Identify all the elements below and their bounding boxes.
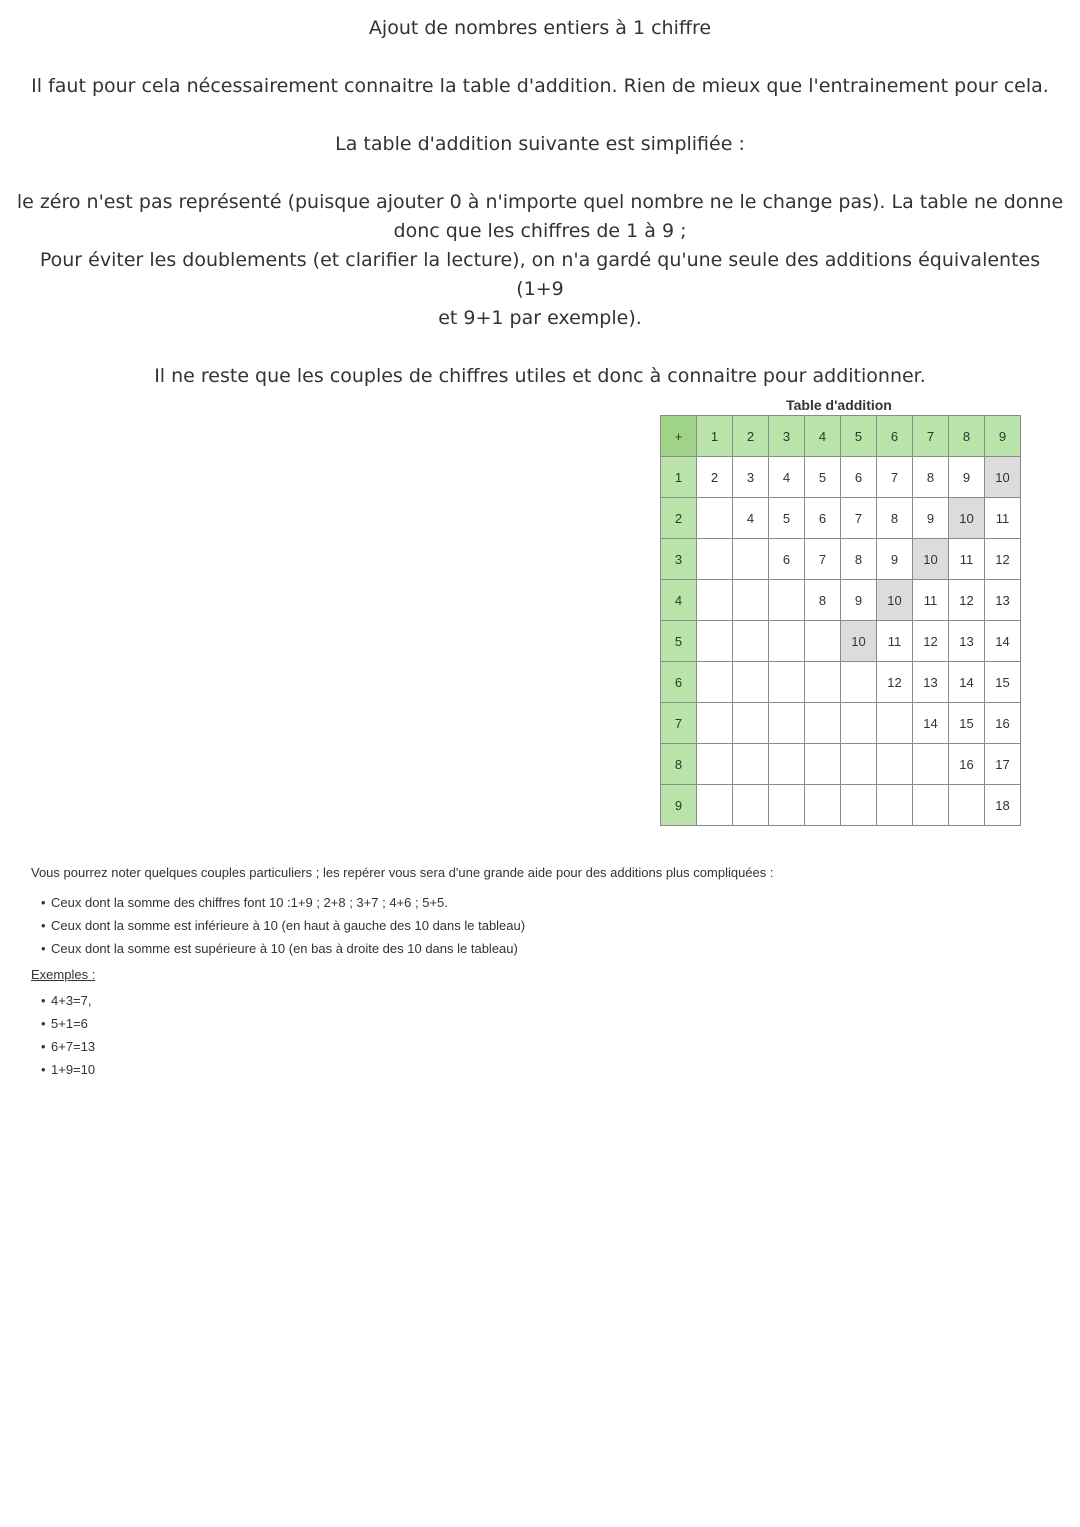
- table-cell: 6: [769, 539, 805, 580]
- notes-section: [31, 864, 1031, 1081]
- table-cell: [697, 498, 733, 539]
- table-cell: [733, 662, 769, 703]
- table-cell: [877, 744, 913, 785]
- table-cell: [733, 621, 769, 662]
- table-cell: [733, 744, 769, 785]
- list-item: • 1+9=10: [31, 1058, 1031, 1081]
- table-cell: 8: [913, 457, 949, 498]
- table-row-header: 9: [661, 785, 697, 826]
- bullet-icon: •: [41, 895, 46, 910]
- table-cell: 3: [733, 457, 769, 498]
- table-row: [661, 744, 1021, 785]
- table-cell: 10: [877, 580, 913, 621]
- list-item: • Ceux dont la somme des chiffres font 10 :1+9 ; 2+8 ; 3+7 ; 4+6 ; 5+5.: [31, 891, 1031, 914]
- intro-paragraph-4a: Pour éviter les doublements (et clarifier la lecture), on n'a gardé qu'une seule des additions équivalentes (1+9: [39, 249, 1041, 300]
- examples-title: Exemples :: [31, 967, 96, 982]
- table-cell: [841, 703, 877, 744]
- table-cell: 12: [985, 539, 1021, 580]
- table-cell: 8: [841, 539, 877, 580]
- table-cell: 10: [841, 621, 877, 662]
- table-cell: 13: [949, 621, 985, 662]
- table-column-header: 4: [805, 416, 841, 457]
- table-cell: [769, 621, 805, 662]
- page-title: Ajout de nombres entiers à 1 chiffre: [368, 17, 712, 39]
- table-cell: [841, 744, 877, 785]
- table-cell: [697, 785, 733, 826]
- addition-table-block: [660, 395, 1018, 826]
- table-cell: [697, 621, 733, 662]
- table-row: [661, 539, 1021, 580]
- table-column-header: 7: [913, 416, 949, 457]
- table-column-header: 6: [877, 416, 913, 457]
- table-cell: [841, 662, 877, 703]
- table-cell: 4: [769, 457, 805, 498]
- table-cell: 18: [985, 785, 1021, 826]
- table-cell: 12: [949, 580, 985, 621]
- bullet-icon: •: [41, 1039, 46, 1054]
- table-cell: 6: [841, 457, 877, 498]
- table-row: [661, 785, 1021, 826]
- table-cell: 12: [913, 621, 949, 662]
- table-cell: 10: [913, 539, 949, 580]
- table-cell: [733, 785, 769, 826]
- table-row: [661, 457, 1021, 498]
- table-cell: [805, 621, 841, 662]
- table-cell: 16: [985, 703, 1021, 744]
- bullet-icon: •: [41, 918, 46, 933]
- table-cell: [697, 662, 733, 703]
- table-cell: [733, 580, 769, 621]
- table-title: Table d'addition: [786, 397, 892, 413]
- table-cell: 15: [949, 703, 985, 744]
- table-cell: 11: [949, 539, 985, 580]
- list-item: • 6+7=13: [31, 1035, 1031, 1058]
- notes-intro: Vous pourrez noter quelques couples particuliers ; les repérer vous sera d'une grande aide pour des additions plus compliquées :: [31, 865, 774, 880]
- table-cell: [805, 744, 841, 785]
- table-header-row: [661, 416, 1021, 457]
- table-cell: 16: [949, 744, 985, 785]
- table-cell: [697, 703, 733, 744]
- table-row-header: 2: [661, 498, 697, 539]
- table-cell: 13: [985, 580, 1021, 621]
- table-cell: 13: [913, 662, 949, 703]
- table-column-header: 8: [949, 416, 985, 457]
- examples-list: [31, 989, 1031, 1081]
- table-cell: 7: [877, 457, 913, 498]
- table-cell: 9: [949, 457, 985, 498]
- table-cell: [805, 703, 841, 744]
- table-row: [661, 580, 1021, 621]
- table-cell: [805, 785, 841, 826]
- table-row: [661, 662, 1021, 703]
- table-cell: 6: [805, 498, 841, 539]
- table-cell: [769, 703, 805, 744]
- table-row-header: 3: [661, 539, 697, 580]
- table-corner-cell: +: [661, 416, 697, 457]
- table-cell: [949, 785, 985, 826]
- table-cell: 14: [949, 662, 985, 703]
- table-cell: [769, 785, 805, 826]
- table-row-header: 8: [661, 744, 697, 785]
- notes-bullet-list: [31, 891, 1031, 960]
- list-item: • 5+1=6: [31, 1012, 1031, 1035]
- table-column-header: 1: [697, 416, 733, 457]
- table-cell: 11: [913, 580, 949, 621]
- bullet-icon: •: [41, 1062, 46, 1077]
- table-row: [661, 621, 1021, 662]
- table-cell: 8: [805, 580, 841, 621]
- bullet-icon: •: [41, 1016, 46, 1031]
- table-cell: 10: [949, 498, 985, 539]
- table-cell: 5: [805, 457, 841, 498]
- table-row-header: 1: [661, 457, 697, 498]
- table-cell: 2: [697, 457, 733, 498]
- table-cell: 10: [985, 457, 1021, 498]
- table-cell: [697, 744, 733, 785]
- table-cell: 9: [913, 498, 949, 539]
- table-column-header: 3: [769, 416, 805, 457]
- table-cell: [769, 580, 805, 621]
- intro-paragraph-3b: donc que les chiffres de 1 à 9 ;: [393, 220, 687, 242]
- table-cell: [877, 703, 913, 744]
- table-cell: 14: [913, 703, 949, 744]
- table-cell: 8: [877, 498, 913, 539]
- table-row: [661, 498, 1021, 539]
- table-cell: [877, 785, 913, 826]
- table-cell: 12: [877, 662, 913, 703]
- table-cell: 7: [841, 498, 877, 539]
- table-cell: 11: [877, 621, 913, 662]
- table-cell: 17: [985, 744, 1021, 785]
- list-item: • Ceux dont la somme est supérieure à 10 (en bas à droite des 10 dans le tableau): [31, 937, 1031, 960]
- table-cell: [769, 744, 805, 785]
- table-cell: 15: [985, 662, 1021, 703]
- table-cell: [805, 662, 841, 703]
- table-cell: [769, 662, 805, 703]
- table-cell: [697, 580, 733, 621]
- table-cell: 5: [769, 498, 805, 539]
- intro-paragraph-3a: le zéro n'est pas représenté (puisque ajouter 0 à n'importe quel nombre ne le change pas). La table ne donne: [16, 191, 1064, 213]
- table-cell: 9: [877, 539, 913, 580]
- intro-paragraph-1: Il faut pour cela nécessairement connaitre la table d'addition. Rien de mieux que l'entrainement pour cela.: [31, 75, 1049, 97]
- table-cell: 14: [985, 621, 1021, 662]
- table-row-header: 4: [661, 580, 697, 621]
- table-cell: [733, 703, 769, 744]
- table-cell: 4: [733, 498, 769, 539]
- table-column-header: 2: [733, 416, 769, 457]
- table-row-header: 7: [661, 703, 697, 744]
- table-row-header: 5: [661, 621, 697, 662]
- intro-section: [0, 14, 1080, 391]
- bullet-icon: •: [41, 993, 46, 1008]
- table-cell: [913, 785, 949, 826]
- table-cell: 11: [985, 498, 1021, 539]
- table-cell: 7: [805, 539, 841, 580]
- table-cell: [733, 539, 769, 580]
- list-item: • 4+3=7,: [31, 989, 1031, 1012]
- intro-paragraph-5: Il ne reste que les couples de chiffres utiles et donc à connaitre pour additionner.: [154, 365, 926, 387]
- intro-paragraph-2: La table d'addition suivante est simplifiée :: [335, 133, 745, 155]
- addition-table: [660, 415, 1021, 826]
- table-cell: [841, 785, 877, 826]
- table-cell: 9: [841, 580, 877, 621]
- table-cell: [697, 539, 733, 580]
- table-row-header: 6: [661, 662, 697, 703]
- table-column-header: 9: [985, 416, 1021, 457]
- table-row: [661, 703, 1021, 744]
- table-column-header: 5: [841, 416, 877, 457]
- table-cell: [913, 744, 949, 785]
- list-item: • Ceux dont la somme est inférieure à 10 (en haut à gauche des 10 dans le tableau): [31, 914, 1031, 937]
- bullet-icon: •: [41, 941, 46, 956]
- intro-paragraph-4b: et 9+1 par exemple).: [438, 307, 642, 329]
